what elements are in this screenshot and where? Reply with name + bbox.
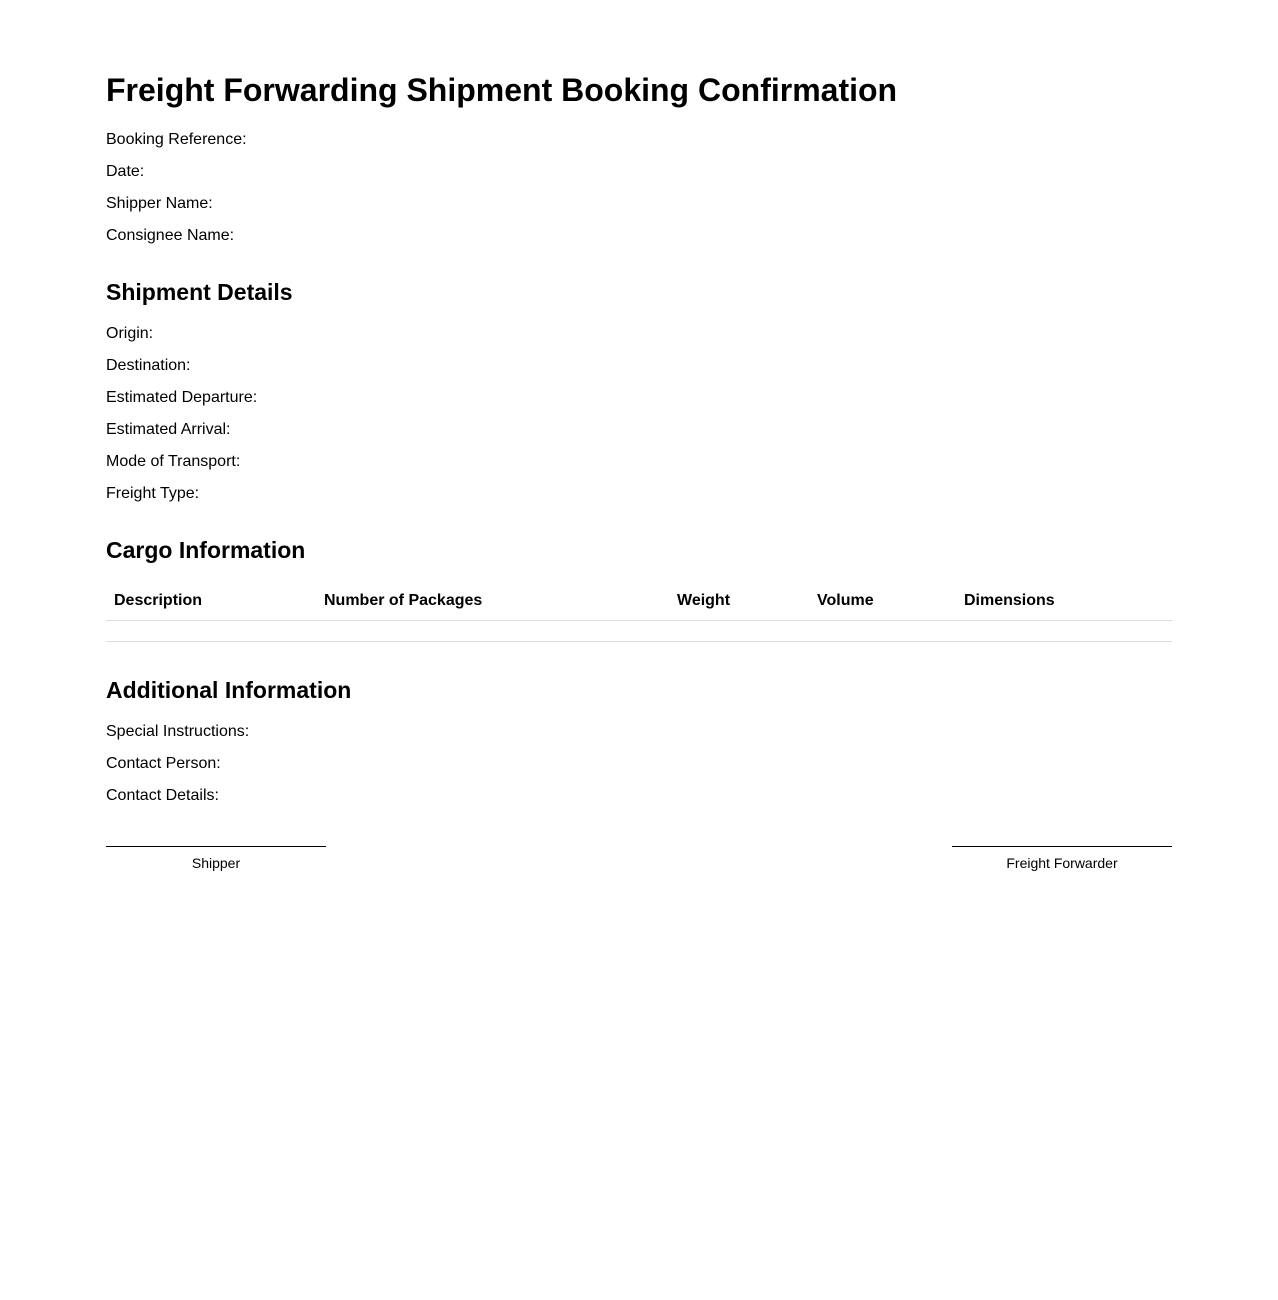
booking-reference-label: Booking Reference: — [106, 131, 247, 148]
shipper-name-label: Shipper Name: — [106, 195, 213, 212]
estimated-departure-label: Estimated Departure: — [106, 389, 258, 406]
table-row — [106, 621, 1172, 642]
page-title: Freight Forwarding Shipment Booking Confirmation — [106, 72, 898, 108]
column-dimensions: Dimensions — [956, 582, 1172, 621]
table-cell — [316, 621, 669, 642]
cargo-table — [106, 582, 1172, 642]
column-number-of-packages: Number of Packages — [316, 582, 669, 621]
shipment-details-heading: Shipment Details — [106, 279, 293, 305]
table-cell — [106, 621, 316, 642]
table-cell — [956, 621, 1172, 642]
date-label: Date: — [106, 163, 145, 180]
column-volume: Volume — [809, 582, 956, 621]
freight-forwarder-signature-line: Freight Forwarder — [952, 846, 1172, 871]
consignee-name-label: Consignee Name: — [106, 227, 235, 244]
freight-type-label: Freight Type: — [106, 485, 200, 502]
origin-label: Origin: — [106, 325, 154, 342]
destination-label: Destination: — [106, 357, 191, 374]
table-cell — [809, 621, 956, 642]
column-description: Description — [106, 582, 316, 621]
contact-details-label: Contact Details: — [106, 787, 219, 804]
estimated-arrival-label: Estimated Arrival: — [106, 421, 231, 438]
special-instructions-label: Special Instructions: — [106, 723, 250, 740]
mode-of-transport-label: Mode of Transport: — [106, 453, 241, 470]
table-header-row — [106, 582, 1172, 621]
contact-person-label: Contact Person: — [106, 755, 221, 772]
column-weight: Weight — [669, 582, 809, 621]
additional-information-heading: Additional Information — [106, 677, 352, 703]
table-cell — [669, 621, 809, 642]
shipper-signature-line: Shipper — [106, 846, 326, 871]
cargo-information-heading: Cargo Information — [106, 537, 306, 563]
